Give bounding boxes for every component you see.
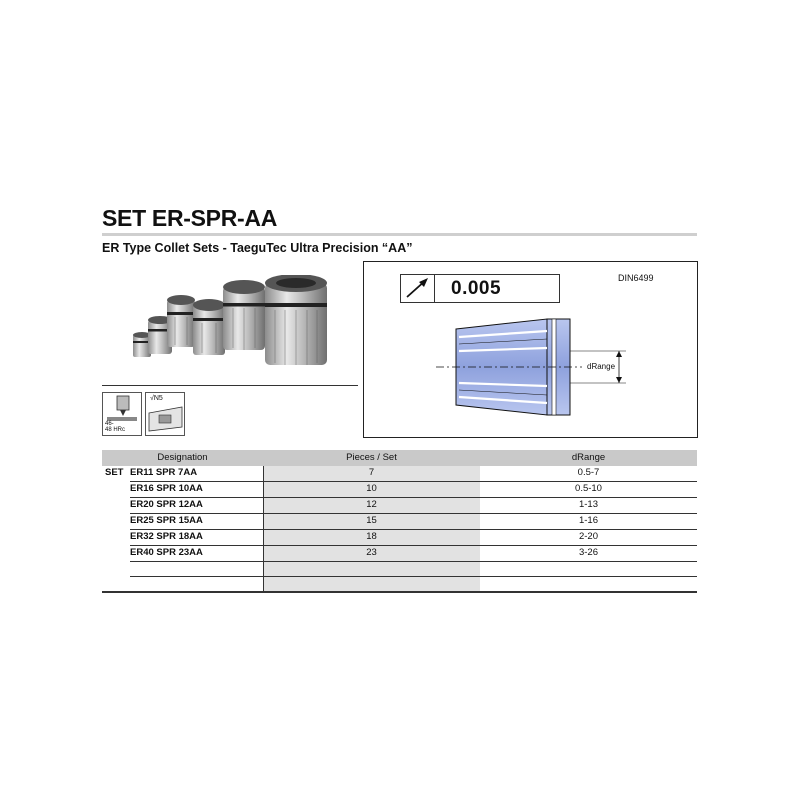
collet-drawing	[363, 261, 698, 438]
hardness-label-2: 48 HRc	[105, 427, 126, 433]
row-range: 3-26	[578, 547, 598, 558]
column-divider	[263, 466, 264, 592]
row-range: 0.5-10	[575, 483, 602, 494]
header-designation: Designation	[102, 450, 263, 466]
row-range: 1-13	[578, 499, 598, 510]
row-designation: ER32 SPR 18AA	[130, 531, 203, 542]
drange-dimension-label: dRange	[587, 362, 616, 371]
row-pieces: 10	[366, 483, 377, 494]
photo-divider	[102, 385, 358, 386]
title-divider	[102, 233, 697, 236]
collet-er25	[193, 299, 225, 355]
row-pieces: 18	[366, 531, 377, 542]
collet-set-photo	[125, 275, 350, 370]
row-divider	[130, 561, 697, 562]
collet-cross-section	[364, 262, 697, 437]
set-prefix: SET	[105, 467, 124, 478]
hardness-icon	[102, 392, 142, 436]
row-range: 0.5-7	[577, 467, 600, 478]
row-designation: ER20 SPR 12AA	[130, 499, 203, 510]
row-designation: ER25 SPR 15AA	[130, 515, 203, 526]
row-pieces: 15	[366, 515, 377, 526]
row-range: 2-20	[578, 531, 598, 542]
row-designation: ER11 SPR 7AA	[130, 467, 198, 478]
surface-finish-icon	[145, 392, 185, 436]
page-title: SET ER-SPR-AA	[102, 205, 278, 231]
row-designation: ER16 SPR 10AA	[130, 483, 203, 494]
row-pieces: 7	[368, 467, 375, 478]
din-standard-label: DIN6499	[618, 273, 654, 283]
row-range: 1-16	[578, 515, 598, 526]
collet-set-table	[102, 450, 697, 593]
row-divider	[130, 576, 697, 577]
header-pieces: Pieces / Set	[263, 450, 480, 466]
table-bottom-rule	[102, 591, 697, 593]
runout-tolerance-value: 0.005	[451, 278, 502, 299]
header-drange: dRange	[480, 450, 697, 466]
row-designation: ER40 SPR 23AA	[130, 547, 203, 558]
finish-label: √N5	[150, 395, 163, 402]
hardness-label-1: 46-	[105, 421, 114, 427]
page-subtitle: ER Type Collet Sets - TaeguTec Ultra Precision “AA”	[102, 241, 413, 255]
row-pieces: 23	[366, 547, 377, 558]
collet-er20	[167, 295, 195, 347]
row-pieces: 12	[366, 499, 377, 510]
